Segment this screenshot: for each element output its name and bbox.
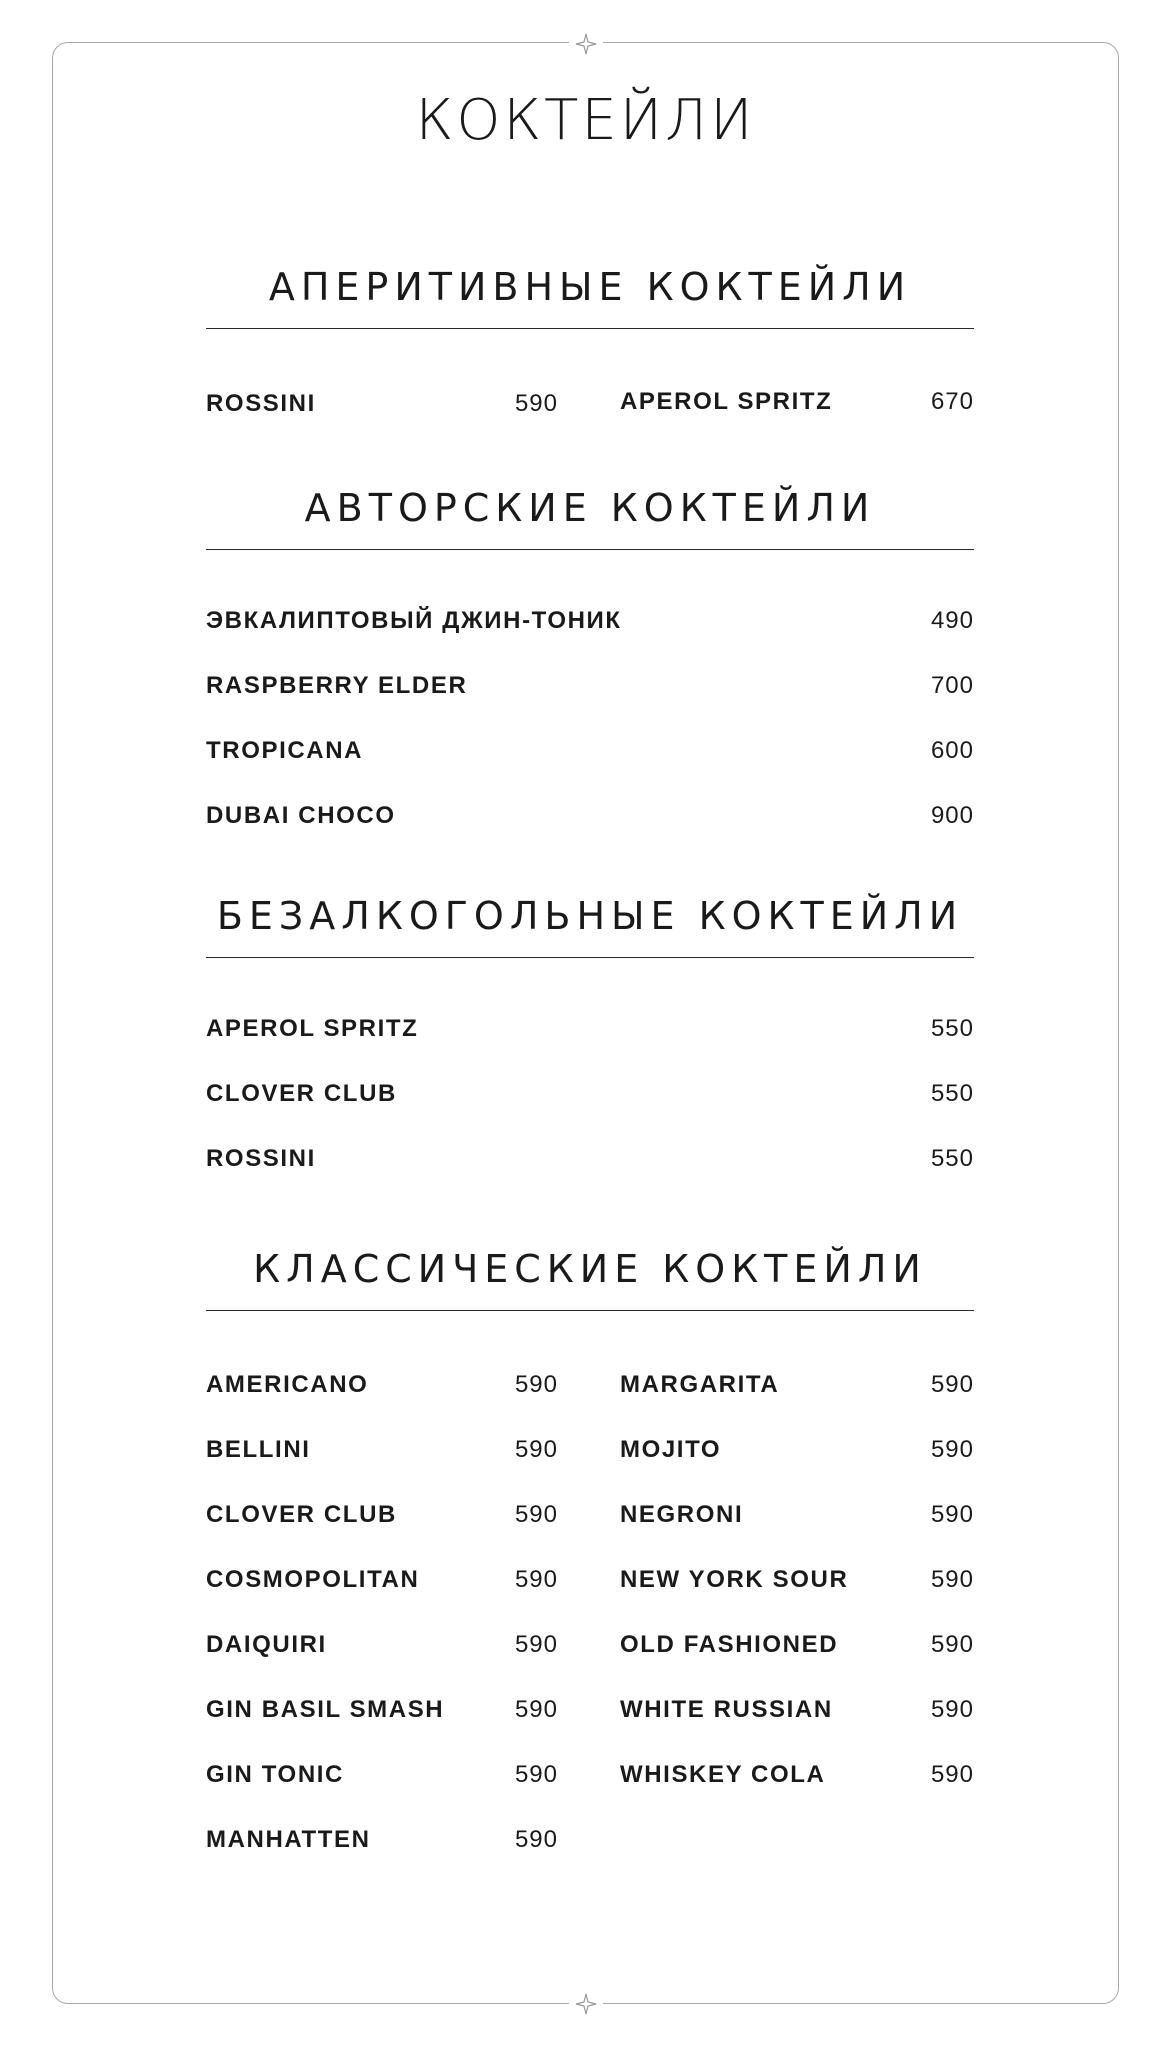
item-price: 590 — [930, 1566, 974, 1593]
item-price: 900 — [930, 802, 974, 829]
item-price: 550 — [930, 1080, 974, 1107]
item-name: GIN BASIL SMASH — [206, 1696, 445, 1723]
star-ornament-icon — [569, 27, 603, 61]
page-title: КОКТЕЙЛИ — [415, 88, 756, 153]
menu-item — [206, 1500, 558, 1530]
section-classic — [206, 1247, 974, 1853]
menu-item — [206, 1695, 558, 1725]
section-divider — [206, 957, 974, 958]
item-price: 590 — [514, 1436, 558, 1463]
item-name: RASPBERRY ELDER — [206, 672, 468, 699]
menu-item — [206, 1435, 558, 1465]
item-price: 590 — [514, 1501, 558, 1528]
item-name: CLOVER CLUB — [206, 1501, 397, 1528]
item-price: 590 — [514, 1631, 558, 1658]
section-divider — [206, 549, 974, 550]
menu-item — [206, 1630, 558, 1660]
item-price: 590 — [514, 1566, 558, 1593]
section-signature — [206, 486, 974, 829]
menu-item — [206, 1825, 558, 1855]
menu-item — [620, 1435, 974, 1465]
menu-item — [206, 606, 974, 636]
menu-item — [620, 1695, 974, 1725]
item-name: WHITE RUSSIAN — [620, 1696, 833, 1723]
item-name: ROSSINI — [206, 390, 316, 417]
item-price: 490 — [930, 607, 974, 634]
item-name: WHISKEY COLA — [620, 1761, 826, 1788]
menu-item — [620, 1500, 974, 1530]
menu-item — [206, 1144, 974, 1174]
item-name: NEGRONI — [620, 1501, 744, 1528]
item-price: 590 — [930, 1501, 974, 1528]
item-price: 550 — [930, 1145, 974, 1172]
item-price: 590 — [514, 1761, 558, 1788]
menu-item — [620, 1760, 974, 1790]
menu-item — [206, 671, 974, 701]
menu-item — [620, 387, 974, 417]
item-price: 590 — [514, 390, 558, 417]
item-name: BELLINI — [206, 1436, 311, 1463]
section-title: АВТОРСКИЕ КОКТЕЙЛИ — [304, 486, 876, 530]
item-price: 700 — [930, 672, 974, 699]
menu-item — [206, 1014, 974, 1044]
item-name: MANHATTEN — [206, 1826, 371, 1853]
item-price: 590 — [930, 1436, 974, 1463]
menu-item — [620, 1630, 974, 1660]
item-name: CLOVER CLUB — [206, 1080, 397, 1107]
item-name: OLD FASHIONED — [620, 1631, 839, 1658]
item-name: APEROL SPRITZ — [620, 388, 833, 415]
item-name: GIN TONIC — [206, 1761, 344, 1788]
item-price: 600 — [930, 737, 974, 764]
section-divider — [206, 1310, 974, 1311]
item-price: 590 — [930, 1631, 974, 1658]
item-name: MARGARITA — [620, 1371, 780, 1398]
section-non-alcoholic — [206, 894, 974, 1172]
item-price: 590 — [514, 1826, 558, 1853]
item-name: DAIQUIRI — [206, 1631, 327, 1658]
item-name: ROSSINI — [206, 1145, 316, 1172]
item-price: 670 — [930, 388, 974, 415]
section-divider — [206, 328, 974, 329]
menu-item — [206, 736, 974, 766]
item-name: NEW YORK SOUR — [620, 1566, 849, 1593]
star-ornament-icon — [569, 1987, 603, 2021]
menu-item — [206, 1079, 974, 1109]
section-title: АПЕРИТИВНЫЕ КОКТЕЙЛИ — [268, 265, 912, 309]
item-price: 590 — [930, 1761, 974, 1788]
menu-item — [206, 801, 974, 831]
item-name: AMERICANO — [206, 1371, 369, 1398]
item-price: 590 — [514, 1371, 558, 1398]
item-price: 590 — [930, 1371, 974, 1398]
item-price: 590 — [514, 1696, 558, 1723]
menu-item — [620, 1370, 974, 1400]
section-title: БЕЗАЛКОГОЛЬНЫЕ КОКТЕЙЛИ — [216, 894, 964, 938]
item-price: 590 — [930, 1696, 974, 1723]
item-name: ЭВКАЛИПТОВЫЙ ДЖИН-ТОНИК — [206, 607, 622, 634]
section-aperitif — [206, 265, 974, 417]
item-price: 550 — [930, 1015, 974, 1042]
item-name: TROPICANA — [206, 737, 364, 764]
menu-item — [620, 1565, 974, 1595]
item-name: DUBAI CHOCO — [206, 802, 396, 829]
item-name: APEROL SPRITZ — [206, 1015, 419, 1042]
menu-item — [206, 389, 558, 419]
menu-item — [206, 1760, 558, 1790]
menu-item — [206, 1370, 558, 1400]
item-name: MOJITO — [620, 1436, 722, 1463]
section-title: КЛАССИЧЕСКИЕ КОКТЕЙЛИ — [253, 1247, 927, 1291]
item-name: COSMOPOLITAN — [206, 1566, 420, 1593]
menu-item — [206, 1565, 558, 1595]
